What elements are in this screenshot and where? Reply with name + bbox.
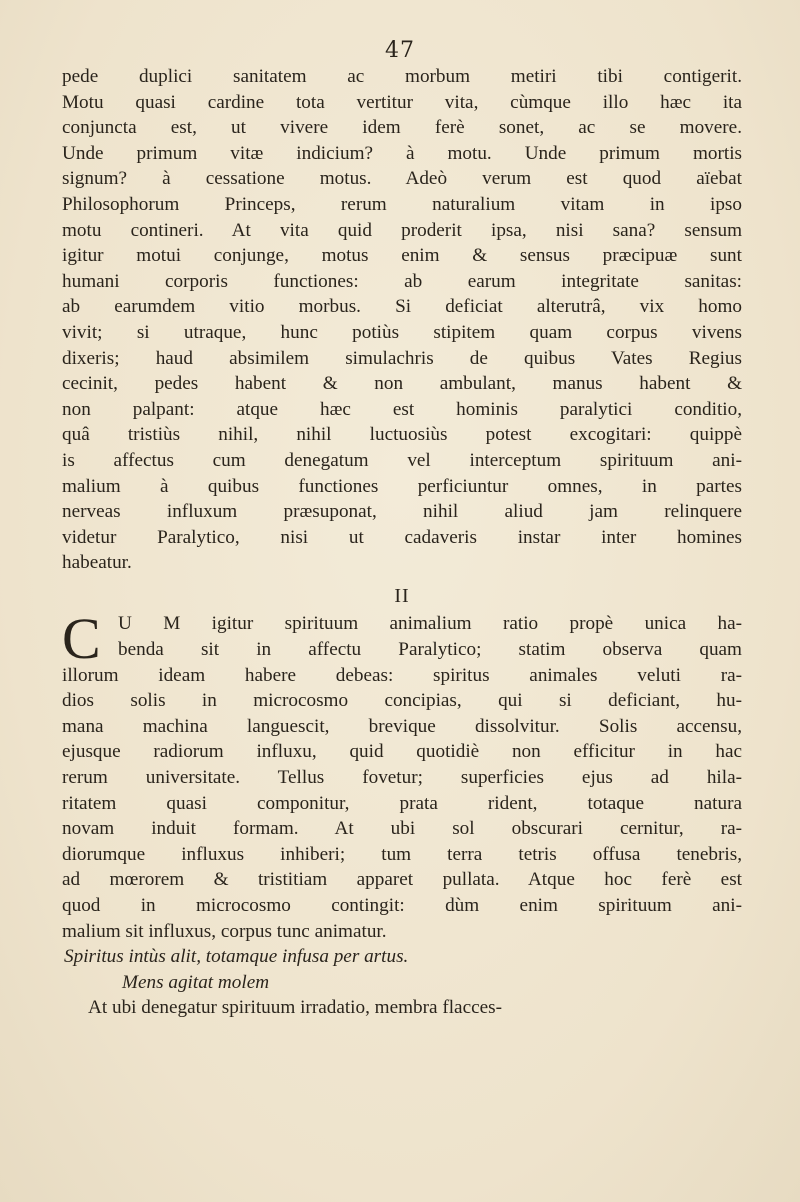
text-line: signum? à cessatione motus. Adeò verum est quod aïebat: [62, 168, 742, 190]
text-line: malium sit influxus, corpus tunc animatur.: [62, 920, 387, 942]
text-line: is affectus cum denegatum vel interceptum spirituum ani-: [62, 449, 742, 471]
verse-line: Spiritus intùs alit, totamque infusa per artus.: [64, 946, 409, 968]
text-line: U M igitur spirituum animalium ratio propè unica ha-: [118, 613, 742, 635]
text-line: novam induit formam. At ubi sol obscurari cernitur, ra-: [62, 818, 742, 840]
text-line: rerum universitate. Tellus fovetur; superficies ejus ad hila-: [62, 767, 742, 789]
drop-cap: C: [62, 606, 101, 672]
text-line: ritatem quasi componitur, prata rident, totaque natura: [62, 792, 742, 814]
text-line: non palpant: atque hæc est hominis paralytici conditio,: [62, 398, 742, 420]
text-line: Unde primum vitæ indicium? à motu. Unde primum mortis: [62, 142, 742, 164]
verse-quotation: [62, 944, 742, 995]
text-line: Motu quasi cardine tota vertitur vita, cùmque illo hæc ita: [62, 91, 742, 113]
text-line: Philosophorum Princeps, rerum naturalium vitam in ipso: [62, 193, 742, 215]
text-line: cecinit, pedes habent & non ambulant, manus habent &: [62, 373, 742, 395]
text-line: illorum ideam habere debeas: spiritus animales veluti ra-: [62, 664, 742, 686]
paragraph-2: [62, 663, 742, 945]
final-line: At ubi denegatur spirituum irradatio, membra flacces-: [88, 997, 502, 1019]
body-text: [62, 64, 742, 1021]
text-line: dixeris; haud absimilem simulachris de quibus Vates Regius: [62, 347, 742, 369]
text-line: mana machina languescit, brevique dissolvitur. Solis accensu,: [62, 715, 742, 737]
text-line: igitur motui conjunge, motus enim & sensus præcipuæ sunt: [62, 245, 742, 267]
text-line: ad mœrorem & tristitiam apparet pullata. Atque hoc ferè est: [62, 869, 742, 891]
text-line: ejusque radiorum influxu, quid quotidiè non efficitur in hac: [62, 741, 742, 763]
page-number: 47: [385, 38, 415, 63]
text-line: benda sit in affectu Paralytico; statim observa quam: [118, 639, 742, 661]
text-line: ab earumdem vitio morbus. Si deficiat alterutrâ, vix homo: [62, 296, 742, 318]
text-line: quod in microcosmo contingit: dùm enim spirituum ani-: [62, 895, 742, 916]
text-line: habeatur.: [62, 552, 132, 574]
text-line: humani corporis functiones: ab earum integritate sanitas:: [62, 270, 742, 292]
text-line: diorumque influxus inhiberi; tum terra tetris offusa tenebris,: [62, 843, 742, 865]
paragraph-2-opening: [62, 606, 742, 672]
text-line: pede duplici sanitatem ac morbum metiri tibi contigerit.: [62, 66, 742, 87]
text-line: nerveas influxum præsuponat, nihil aliud jam relinquere: [62, 501, 742, 523]
text-line: motu contineri. At vita quid proderit ipsa, nisi sana? sensum: [62, 219, 742, 241]
text-line: videtur Paralytico, nisi ut cadaveris instar inter homines: [62, 526, 742, 548]
text-line: quâ tristiùs nihil, nihil luctuosiùs potest excogitari: quippè: [62, 424, 742, 446]
text-line: malium à quibus functiones perficiuntur omnes, in partes: [62, 475, 742, 497]
section-heading: II: [394, 584, 410, 607]
verse-line: Mens agitat molem: [122, 971, 270, 993]
text-line: dios solis in microcosmo concipias, qui si deficiant, hu-: [62, 690, 742, 712]
paragraph-1: [62, 64, 742, 576]
text-line: conjuncta est, ut vivere idem ferè sonet, ac se movere.: [62, 117, 742, 139]
text-line: vivit; si utraque, hunc potiùs stipitem quam corpus vivens: [62, 321, 742, 343]
